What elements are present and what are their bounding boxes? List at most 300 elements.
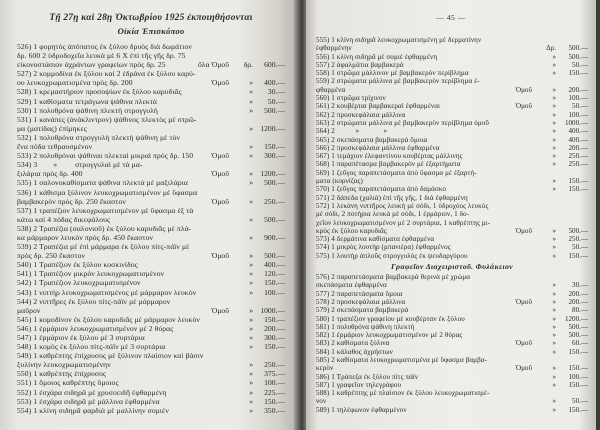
currency-mark: » (552, 405, 556, 414)
item-price: 400.— (264, 260, 285, 270)
currency-mark: » (552, 347, 556, 356)
item-price: 200.— (568, 297, 588, 306)
page-edge (596, 0, 600, 430)
item-price: 150.— (568, 405, 588, 414)
item-price: 100.— (264, 378, 285, 388)
currency-mark: » (552, 85, 556, 94)
list-item (17, 151, 285, 160)
currency-mark: » (249, 105, 253, 115)
item-price: 500.— (568, 331, 588, 340)
currency-mark: » (249, 169, 253, 179)
currency-mark: » (552, 118, 556, 127)
list-item (17, 124, 285, 133)
item-description: εἰκονοστάσιον ἀχράντων γραφείων πρὸς δρ. 25 (17, 60, 166, 70)
item-price: 500.— (568, 322, 588, 331)
item-price: 150.— (568, 364, 588, 373)
list-item (316, 273, 588, 281)
item-description: ξυλίνην λευκοχρωματισμένην (17, 360, 111, 370)
list-item (316, 281, 588, 289)
item-description: μα (ματίδας) ἐπίμηκες (17, 123, 87, 133)
currency-mark: » (552, 110, 556, 119)
item-description: 555) 1 κλίνη σιδηρᾶ λευκοχρωματισμένη μὲ δερματίνην (316, 36, 482, 44)
item-description: κερὸν (316, 364, 334, 373)
currency-mark: » (249, 78, 253, 88)
currency-mark: » (552, 152, 556, 161)
item-price: 1200.— (260, 123, 285, 133)
list-item (17, 224, 285, 233)
item-description: 538) 2 Τραπέζια (σαλονιοῦ) ἐκ ξύλου καρυδιᾶς μὲ πλά- (17, 223, 192, 233)
list-item (316, 315, 588, 323)
item-total-note: ὅλα Ὁμοῦ (198, 60, 229, 70)
list-item (17, 42, 285, 51)
item-price: 200.— (568, 143, 588, 152)
item-price: 150.— (568, 347, 588, 356)
currency-mark: » (552, 306, 556, 315)
item-price: 100.— (568, 372, 588, 381)
list-item (316, 61, 588, 69)
list-item (316, 36, 588, 44)
list-item (17, 78, 285, 87)
page-number: — 45 — (436, 13, 466, 22)
item-price: 600.— (264, 60, 285, 70)
list-item (17, 360, 285, 369)
item-price: 50.— (572, 397, 588, 406)
item-price: 100.— (568, 94, 588, 103)
item-total-note: Ὁμοῦ (515, 364, 532, 373)
item-price: 150.— (568, 185, 588, 194)
list-item (316, 144, 588, 152)
item-description: κάτω καὶ 4 πόδας δικεφάλους (17, 214, 111, 224)
item-price: 250.— (264, 196, 285, 206)
item-description: 587) 1 γραφεῖον τηλεγράφου (316, 380, 402, 389)
item-price: 1000.— (564, 118, 588, 127)
item-price: 225.— (264, 387, 285, 397)
item-description: κα μάρμαρον λευκὸν πρὸς δρ. 450 ἕκαστον (17, 232, 154, 242)
currency-mark: » (249, 387, 253, 397)
list-item (316, 406, 588, 414)
list-item (316, 252, 588, 260)
currency-mark: » (552, 243, 556, 252)
item-description: 550) 1 καθρέπτης ἐπίχρυσος (17, 369, 107, 379)
list-item (316, 177, 588, 185)
item-price: 200.— (264, 323, 285, 333)
list-item (17, 388, 285, 397)
item-description: 543) 1 νιπτὴρ λευκοχρωματισμένος μὲ μάρμαρον λευκὸν (17, 287, 197, 297)
currency-mark: » (249, 214, 253, 224)
list-item (17, 60, 285, 69)
item-description: 583) 2 καθίσματα ξύλινα (316, 339, 390, 348)
item-price: 200.— (568, 85, 588, 94)
item-description: 530) 1 πολυθρόνα ψάθινη πλεκτὴ στρογγυλὴ (17, 105, 159, 115)
list-item (17, 288, 285, 297)
item-total-note: Ὁμοῦ (211, 196, 229, 206)
list-item (316, 397, 588, 405)
currency-mark: » (552, 185, 556, 194)
item-list (316, 36, 588, 426)
item-description: 526) 1 φορητὸς ἀπόπατος ἐκ ξύλου δρυὸς διὰ δωμάτιον (17, 42, 192, 51)
item-price: 1200.— (260, 169, 285, 179)
item-description: δρ. 600 2 ὑδροδοχεῖα λευκὰ μὲ 6 Χ ἐπὶ τῆς γῆς δρ. 75 (17, 51, 186, 61)
list-item (316, 185, 588, 193)
item-description: πρὸς δρ. 250 ἕκαστον (17, 251, 86, 261)
item-description: 548) 1 κομὸς ἐκ ξύλου πίτς-πάϊν μὲ 3 συρτάρια (17, 342, 166, 352)
currency-mark: » (249, 287, 253, 297)
currency-mark: » (249, 342, 253, 352)
item-description: 554) 1 κλίνη σιδηρᾶ φαρδιὰ μὲ μαλλίνην σομιέν (17, 405, 169, 415)
item-price: 200.— (568, 289, 588, 298)
item-description: 542) 1 Τραπέζιον λευκοχρωματισμένον (17, 278, 141, 288)
list-item (17, 333, 285, 342)
list-item (316, 53, 588, 61)
list-item (316, 160, 588, 168)
item-description: 537) 1 τραπέζιον λευκοχρωματισμένον μὲ ὕφασμα ἐξ τὰ (17, 205, 194, 215)
currency-mark: » (249, 378, 253, 388)
item-price: 50.— (572, 243, 588, 252)
item-price: 120.— (264, 269, 285, 279)
item-price: 400.— (568, 135, 588, 144)
item-description: 533) 2 πολυθρόναι ψάθιναι πλεκταὶ μικραὶ πρὸς δρ. 150 (17, 151, 194, 161)
currency-mark: » (249, 369, 253, 379)
item-description: 546) 1 ἐρμάριον λευκοχρωματισμένον μὲ 2 θύρας (17, 323, 174, 333)
currency-mark: » (249, 269, 253, 279)
item-list (17, 42, 285, 418)
item-description: 564) 2 » » (316, 127, 388, 136)
item-price: 150.— (264, 314, 285, 324)
item-price: 250.— (568, 160, 588, 169)
item-total-note: Ὁμοῦ (211, 305, 229, 315)
item-price: 500.— (264, 251, 285, 261)
item-description: 586) 1 Τράπεζα ἐκ ξύλου πίτς πάϊν (316, 372, 419, 381)
item-price: 150.— (264, 142, 285, 152)
item-description: μὲ σόδι, 2 ποτήρια λευκὰ μὲ σόδι, 1 ἐρμάριον, 1 δο- (316, 210, 470, 219)
list-item (17, 233, 285, 242)
list-item (17, 342, 285, 351)
currency-mark: » (249, 314, 253, 324)
list-item (17, 242, 285, 251)
currency-mark: » (552, 52, 556, 61)
item-description: 565) 2 σκεπάσματα βαμβακερὰ ὅμοια (316, 135, 428, 144)
item-price: 50.— (572, 102, 588, 111)
item-total-note: Ὁμοῦ (515, 297, 532, 306)
currency-mark: » (552, 135, 556, 144)
currency-mark: » (249, 142, 253, 152)
list-item (17, 115, 285, 124)
item-description: 529) 1 καθίσματα τετράγωνα ψάθινα πλεκτὰ (17, 96, 158, 106)
item-total-note: Ὁμοῦ (211, 151, 229, 161)
item-description: 540) 1 Τραπέζιον ἐκ ξύλου κοσκινίδος (17, 260, 138, 270)
currency-mark: » (249, 178, 253, 188)
currency-mark: » (249, 96, 253, 106)
section-heading: Γραφεῖον Διαχειριστοῦ. Φυλάκειον (391, 262, 513, 272)
list-item (17, 69, 285, 78)
left-page (0, 0, 296, 430)
item-price: 150.— (568, 69, 588, 78)
currency-mark: » (249, 278, 253, 288)
item-description: ἕνα πόδα τεθραυσμένον (17, 142, 93, 152)
item-description: 528) 1 κρεμαστήριον προσοψίων ἐκ ξύλου καρυδιᾶς (17, 87, 182, 97)
list-item (316, 306, 588, 314)
currency-mark: » (249, 333, 253, 342)
list-item (17, 278, 285, 287)
item-total-note: Ὁμοῦ (515, 85, 532, 94)
list-item (316, 119, 588, 127)
item-price: 30.— (572, 281, 588, 290)
item-description: 551) 1 ὅμοιος καθρέπτης ὅμοιος (17, 378, 119, 388)
currency-mark: » (249, 196, 253, 206)
list-item (17, 197, 285, 206)
item-description: 552) 1 ἐσχάρα σιδηρᾶ μὲ χρυσοειδῆ ἐφθαρμένη (17, 387, 167, 397)
item-price: 300.— (264, 151, 285, 161)
list-item (316, 69, 588, 77)
item-total-note: Ὁμοῦ (211, 169, 229, 179)
currency-mark: » (249, 360, 253, 370)
item-description: νον (316, 397, 327, 406)
list-item (316, 298, 588, 306)
item-description: 584) 1 κάλαθος ἀχρήστων (316, 347, 393, 356)
list-item (316, 323, 588, 331)
item-price: 400.— (264, 78, 285, 88)
list-item (17, 251, 285, 260)
item-description: 585) 2 καθίσματα λευκοχρωματισμένα μὲ ὕφασμα βαμβα- (316, 355, 488, 364)
list-item (17, 160, 285, 169)
list-item (316, 77, 588, 85)
item-description: 582) 1 ἐρμάριον λευκοχρωματισμένον μὲ 2 θύρας (316, 331, 463, 340)
currency-mark: δρ. (243, 60, 253, 70)
list-item (316, 202, 588, 210)
item-description: 571) 2 δάπεδα (χαλιὰ) ἐπὶ τῆς γῆς, 1 διὰ ἐφθαρμένη (316, 193, 468, 202)
currency-mark: » (552, 177, 556, 186)
list-item (17, 369, 285, 378)
item-description: 559) 2 στρώματα μάλλινα μὲ βαμβακερὸν περίβλημα ἐ- (316, 77, 480, 86)
item-description: 575) 1 λουτὴρ ἁπλοῦς στρογγυλὸς ἐκ ψευδαργύρου (316, 251, 468, 260)
item-price: 1200.— (564, 314, 588, 323)
list-item (316, 364, 588, 372)
currency-mark: » (552, 289, 556, 298)
item-description: 589) 1 τηλέφωνον ἐφθαρμένον (316, 405, 407, 414)
item-price: 80.— (572, 306, 588, 315)
list-item (316, 111, 588, 119)
currency-mark: » (249, 305, 253, 315)
currency-mark: » (552, 69, 556, 78)
item-price: 250.— (264, 360, 285, 370)
currency-mark: » (552, 94, 556, 103)
item-total-note: Ὁμοῦ (515, 226, 532, 235)
item-price: 400.— (568, 127, 588, 136)
list-item (17, 188, 285, 197)
list-item (17, 260, 285, 269)
item-price: 150.— (264, 278, 285, 288)
item-description: ου λευκοχρωματισμένα πρὸς δρ. 200 (17, 78, 133, 88)
list-item (316, 44, 588, 52)
item-price: 250.— (568, 235, 588, 244)
item-price: 50.— (267, 96, 285, 106)
currency-mark: » (552, 372, 556, 381)
list-item (17, 51, 285, 60)
item-description: 545) 1 κομοδίνον ἐκ ξύλου καρυδιᾶς μὲ μάρμαρον λευκὸν (17, 314, 200, 324)
list-item (316, 243, 588, 251)
item-price: 150.— (568, 177, 588, 186)
item-description: 581) 1 πολυθρόνα ψάθινη πλεκτὴ (316, 322, 415, 331)
list-item (17, 178, 285, 187)
item-description: 588) 1 καθρέπτης μὲ πλαίσιον ἐκ ξύλου λευκοχρωματισμέ- (316, 389, 490, 398)
item-total-note: Ὁμοῦ (515, 102, 532, 111)
item-description: χεῖον λευκοχρωματισμένον μὲ 2 συρτάρια, 1 καθρέπτης μι- (316, 218, 491, 227)
item-price: 100.— (568, 110, 588, 119)
item-description: 541) 1 Τραπέζιον μικρὸν λευκοχρωματισμένον (17, 269, 165, 279)
item-description: 563) 2 στρώματα μάλλινα μὲ βαμβακερὸν περίβλημα ὁμοῦ (316, 118, 489, 127)
item-price: 500.— (568, 44, 588, 53)
item-price: 250.— (568, 152, 588, 161)
item-description: 580) 1 τραπέζιον γραφείου μὲ κουβέρταν ἐκ ξύλου (316, 314, 465, 323)
list-item (17, 306, 285, 315)
currency-mark: » (552, 251, 556, 260)
list-item (17, 169, 285, 178)
item-description: 549) 1 καθρέπτης ἐπίχρυσος μὲ ξύλινον πλαίσιον καὶ βάσιν (17, 351, 204, 361)
item-description: 531) 1 κανάπες (ἀνάκλιντρον) ψάθινος πλεκτὸς μὲ στρῶ- (17, 114, 197, 124)
list-item (17, 297, 285, 306)
currency-mark: Δρ. (546, 44, 556, 53)
item-description: 568) 1 παραπέτασμα βαμβακερὸν μὲ ἐξαρτήματα (316, 160, 461, 169)
list-item (316, 152, 588, 160)
item-description: 527) 2 κομμοδίνα ἐκ ξύλου καὶ 2 ἑδράνα ἐκ ξύλου καρύ- (17, 69, 196, 79)
item-description: 570) 1 ζεῦγος παραπετάσματα ἀπὸ δαμάσκο (316, 185, 447, 194)
item-price: 500.— (264, 214, 285, 224)
item-description: 539) 2 Τραπέζια μὲ ἐπὶ μάρμαρα ἐκ ξύλου πίτς-πάϊν μὲ (17, 242, 190, 252)
item-description: 557) 2 ἀφαλμάτια βαμβακερὰ (316, 60, 404, 69)
list-item (17, 269, 285, 278)
currency-mark: » (249, 260, 253, 270)
item-description: 544) 2 νιπτῆρες ἐκ ξύλου πίτς-πάϊν μὲ μάρμαρον (17, 296, 171, 306)
currency-mark: » (249, 123, 253, 133)
item-description: ξιλάρια πρὸς δρ. 400 (17, 169, 83, 179)
list-item (316, 348, 588, 356)
auction-date-heading: Τῇ 27ῃ καὶ 28ῃ Ὀκτωβρίου 1925 ἐκποιηθήσονται (49, 13, 253, 23)
item-price: 50.— (572, 60, 588, 69)
currency-mark: » (552, 380, 556, 389)
item-description: 577) 2 παραπετάσματα ὅμοια (316, 289, 403, 298)
item-description: μαῦρον (17, 305, 41, 315)
currency-mark: » (552, 226, 556, 235)
item-total-note: Ὁμοῦ (211, 78, 229, 88)
item-description: 576) 2 παραπετάσματα βαμβακερὰ θερινὰ μὲ χρώμα (316, 273, 471, 282)
item-price: 900.— (264, 232, 285, 242)
list-item (316, 389, 588, 397)
item-price: 150.— (568, 380, 588, 389)
item-description: 560) 1 στρῶμα τρίχινον (316, 94, 386, 103)
list-item (316, 373, 588, 381)
list-item (316, 235, 588, 243)
currency-mark: » (249, 396, 253, 406)
item-price: 350.— (264, 405, 285, 415)
list-item (316, 169, 588, 177)
item-price: 500.— (568, 52, 588, 61)
currency-mark: » (552, 281, 556, 290)
item-price: 500.— (264, 178, 285, 188)
item-price: 1000.— (260, 305, 285, 315)
item-description: 547) 1 ἐρμάριον ἐκ ξύλου μὲ 3 συρτάρια (17, 333, 145, 342)
item-price: 500.— (568, 226, 588, 235)
currency-mark: » (552, 102, 556, 111)
currency-mark: » (552, 397, 556, 406)
list-item (17, 97, 285, 106)
item-description: κρὸς ἐκ ξύλου καρυδιᾶς (316, 226, 387, 235)
item-description: 567) 1 τεμάχιον ἐλεφαντίνου κουβέρτας μάλλινης (316, 152, 463, 161)
list-item (17, 324, 285, 333)
currency-mark: » (552, 127, 556, 136)
list-item (316, 94, 588, 102)
item-description: 558) 1 στρῶμα μάλλινον μὲ βαμβακερὸν περίβλημα (316, 69, 469, 78)
currency-mark: » (249, 87, 253, 97)
item-description: 534) 3 » στρογγυλαὶ μὲ τὰ μα- (17, 160, 143, 170)
list-item (316, 381, 588, 389)
list-item (17, 106, 285, 115)
item-price: 150.— (568, 251, 588, 260)
item-description: 535) 1 σαλονοκαθίσματα ψάθινα πλεκτὰ μὲ μαξιλάρια (17, 178, 188, 188)
item-price: 30.— (267, 87, 285, 97)
list-item (17, 215, 285, 224)
item-description: ἐφθαρμένην (316, 44, 352, 53)
list-item (316, 339, 588, 347)
list-item (316, 136, 588, 144)
item-description: 574) 1 μικρὸς λουτὴρ (μπανιέρα) ἐφθαρμένος (316, 243, 451, 252)
list-item (17, 142, 285, 151)
list-item (316, 210, 588, 218)
list-item (17, 397, 285, 406)
item-price: 150.— (264, 396, 285, 406)
list-item (316, 331, 588, 339)
item-description: 553) 1 ἐσχάρα σιδηρᾶ μὲ μάλλινα ἐφθαρμένα (17, 396, 160, 406)
currency-mark: » (249, 232, 253, 242)
item-description: 572) 1 λεκάνη νιπτῆρος λευκὴ μὲ σόδι, 1 ὑδροχόος λευκὸς (316, 201, 489, 210)
currency-mark: » (552, 364, 556, 373)
item-description: 573) 4 δερμάτινα καθίσματα ἐφθαρμένα (316, 235, 435, 244)
item-description: 556) 1 κλίνη σιδηρᾶ μὲ σομιὲ ἐφθαρμένη (316, 52, 438, 61)
list-item (316, 356, 588, 364)
item-description: φθαρμένα (316, 85, 346, 94)
currency-mark: » (552, 297, 556, 306)
item-total-note: Ὁμοῦ (211, 251, 229, 261)
item-description: 569) 1 ζεῦγος παραπετάσματα ἀπὸ ὕφασμα μὲ ἐξαρτή- (316, 168, 477, 177)
currency-mark: » (552, 60, 556, 69)
item-description: 578) 2 προσκεφάλαια μάλλινα (316, 297, 406, 306)
item-price: 500.— (264, 105, 285, 115)
list-item (17, 378, 285, 387)
list-item (316, 194, 588, 202)
list-item (17, 87, 285, 96)
currency-mark: » (249, 323, 253, 333)
list-item (316, 127, 588, 135)
item-description: 579) 2 σκεπάσματα βαμβακερὰ (316, 306, 409, 315)
list-item (316, 102, 588, 110)
list-item (316, 219, 588, 227)
item-price: 375.— (264, 369, 285, 379)
currency-mark: » (249, 151, 253, 161)
currency-mark: » (552, 331, 556, 340)
currency-mark: » (552, 322, 556, 331)
currency-mark: » (552, 339, 556, 348)
currency-mark: » (552, 235, 556, 244)
item-price: 100.— (264, 287, 285, 297)
list-item (17, 206, 285, 215)
item-description: 536) 1 κάθισμα ξύλινον λευκοχρωματισμένον μὲ ὕφασμα (17, 187, 198, 197)
currency-mark: » (552, 143, 556, 152)
item-description: 566) 2 προσκεφάλαια μάλλινα ἐφθαρμένα (316, 143, 440, 152)
item-description: 561) 2 κουβέρται βαμβακεραὶ ἐφθαρμέναι (316, 102, 441, 111)
section-title: Οἰκία Ἐπισκόπου (117, 26, 185, 36)
item-price: 300.— (264, 333, 285, 342)
currency-mark: » (249, 251, 253, 261)
item-description: βαμβακερὸν πρὸς δρ. 250 ἕκαστον (17, 196, 126, 206)
